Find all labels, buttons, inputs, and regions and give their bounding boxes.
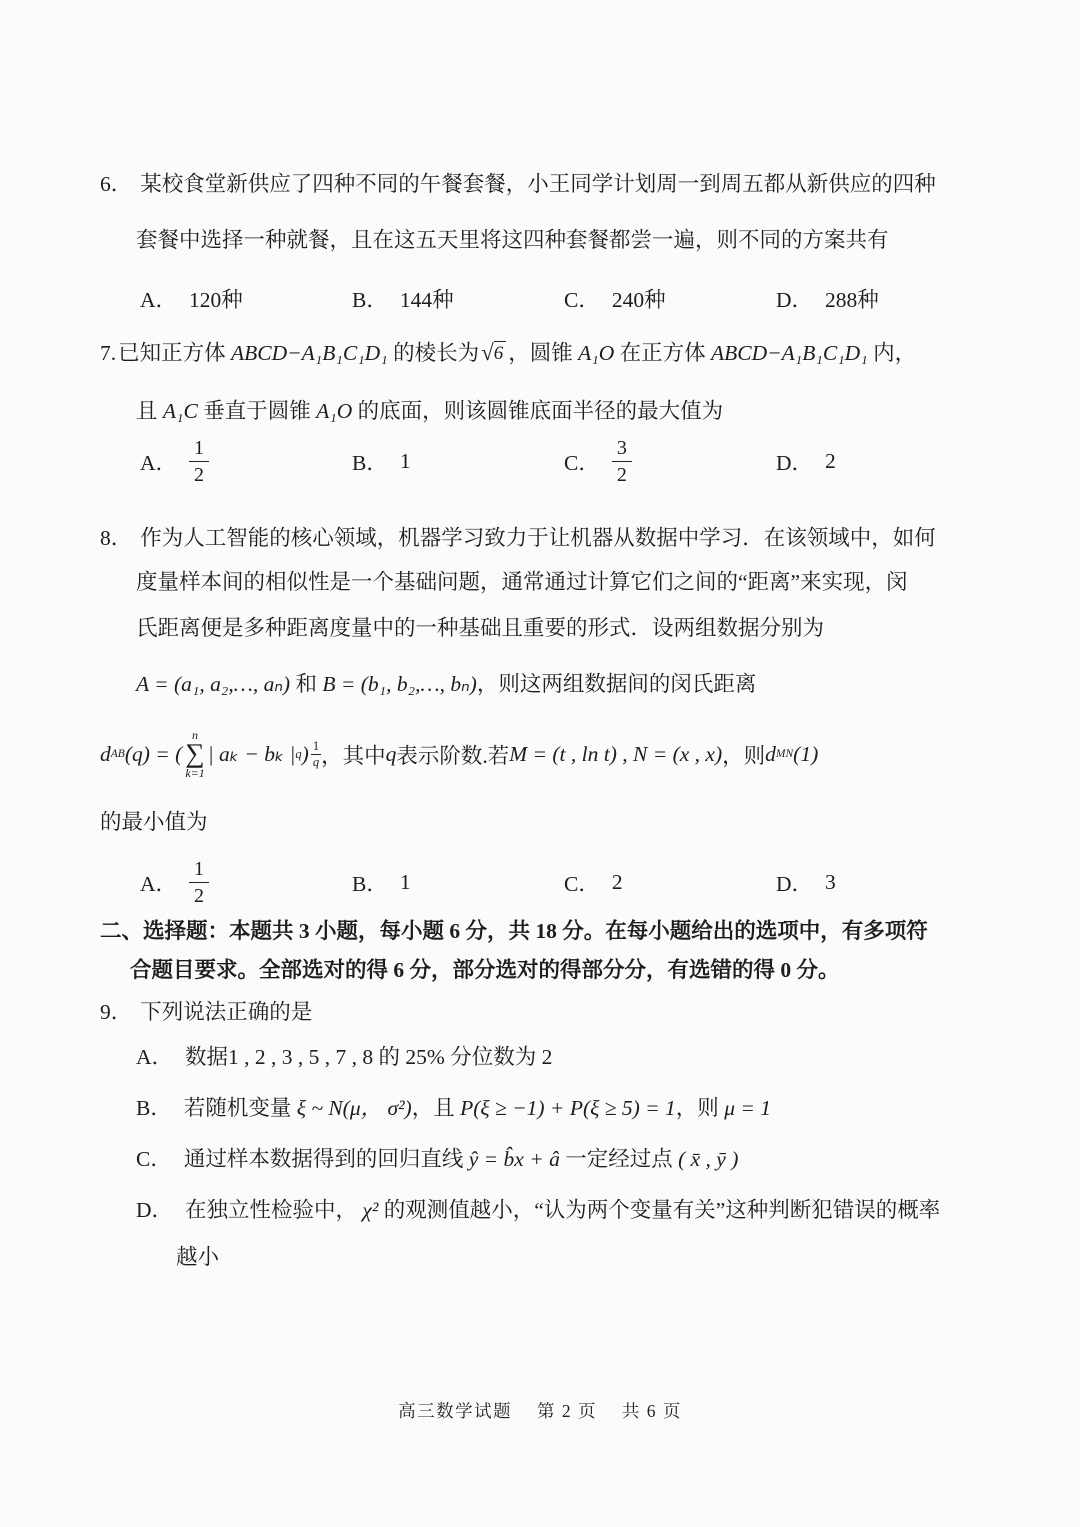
question-6-options bbox=[100, 283, 990, 314]
option-c-label: C． bbox=[564, 872, 600, 897]
mean-point: ( x̄ , ȳ ) bbox=[678, 1147, 739, 1172]
segment-a1c: A₁C bbox=[162, 399, 198, 424]
section-2-header bbox=[100, 919, 990, 982]
mu-value: μ = 1 bbox=[724, 1095, 771, 1120]
question-7-text1: 已知正方体 bbox=[118, 341, 232, 366]
question-8 bbox=[100, 526, 990, 911]
question-7 bbox=[100, 341, 990, 489]
radical-sign: √ bbox=[481, 340, 494, 366]
cone-label: A₁O bbox=[578, 341, 615, 366]
d-subscript-mn: MN bbox=[775, 748, 794, 761]
question-8-line1 bbox=[100, 526, 990, 551]
question-8-option-c bbox=[564, 867, 776, 898]
section-2-line1 bbox=[100, 919, 990, 944]
cube-label-2: ABCD−A₁B₁C₁D₁ bbox=[711, 341, 868, 366]
formula-body: | aₖ − bₖ | bbox=[207, 741, 296, 766]
fraction-denominator: 2 bbox=[616, 464, 627, 487]
question-8-line2 bbox=[100, 570, 990, 595]
option-b-label: B． bbox=[352, 288, 388, 313]
fraction-denominator: 2 bbox=[194, 464, 205, 487]
section-2-text2: 合题目要求。全部选对的得 6 分，部分选对的得部分分，有选错的得 0 分。 bbox=[130, 957, 840, 982]
summation bbox=[185, 729, 204, 779]
fraction-numerator: 1 bbox=[189, 858, 209, 883]
regression-line-equation: ŷ = b̂x + â bbox=[468, 1147, 560, 1172]
question-8-number: 8． bbox=[100, 525, 133, 550]
fraction-denominator: 2 bbox=[194, 885, 205, 908]
question-7-option-d bbox=[776, 446, 988, 477]
formula-close: ) bbox=[301, 741, 309, 766]
option-c-value: 240种 bbox=[611, 288, 666, 313]
question-8-data-line bbox=[100, 667, 990, 698]
question-7-text5: 内， bbox=[867, 341, 917, 366]
option-b-text2: ，且 bbox=[411, 1095, 461, 1120]
question-8-min-line bbox=[100, 810, 990, 835]
chi-squared: χ² bbox=[362, 1198, 379, 1223]
question-7-options bbox=[100, 434, 990, 490]
option-b-label: B． bbox=[136, 1095, 172, 1120]
question-6-option-a bbox=[140, 283, 352, 314]
normal-distribution: ξ ~ N(μ， σ²) bbox=[296, 1095, 412, 1120]
question-9-number: 9． bbox=[100, 1000, 133, 1025]
exponent-numerator: 1 bbox=[312, 739, 320, 754]
question-6-option-d bbox=[776, 283, 988, 314]
exponent-fraction-1-q bbox=[311, 739, 321, 769]
option-c-text1: 通过样本数据得到的回归直线 bbox=[183, 1147, 469, 1172]
option-c-value: 2 bbox=[611, 870, 623, 895]
question-9-option-b bbox=[100, 1096, 990, 1121]
option-a-label: A． bbox=[140, 872, 178, 897]
question-7-text6: 且 bbox=[136, 399, 163, 424]
option-a-label: A． bbox=[140, 288, 178, 313]
fraction-1-2 bbox=[189, 437, 209, 487]
question-9-option-d-line2 bbox=[100, 1245, 990, 1270]
question-6-text1: 某校食堂新供应了四种不同的午餐套餐，小王同学计划周一到周五都从新供应的四种 bbox=[140, 172, 936, 196]
points-mn: M = (t , ln t) , N = (x , x) bbox=[509, 741, 723, 766]
question-8-text1: 作为人工智能的核心领域，机器学习致力于让机器从数据中学习．在该领域中，如何 bbox=[140, 525, 936, 550]
tuple-b: B = (b₁, b₂,…, bₙ) bbox=[322, 672, 477, 697]
option-d-text3: 越小 bbox=[176, 1244, 220, 1269]
question-8-option-d bbox=[776, 867, 988, 898]
option-a-text2: 的 25% 分位数为 bbox=[373, 1044, 542, 1069]
option-d-label: D． bbox=[136, 1198, 174, 1223]
formula-arg-1: (1) bbox=[793, 741, 819, 766]
option-d-value: 288种 bbox=[825, 288, 879, 313]
question-9-stem bbox=[100, 1000, 990, 1025]
question-6-number: 6． bbox=[100, 172, 133, 196]
question-7-text8: 的底面，则该圆锥底面半径的最大值为 bbox=[352, 399, 724, 424]
option-a-data: 1 , 2 , 3 , 5 , 7 , 8 bbox=[228, 1044, 374, 1069]
question-7-text3: ，圆锥 bbox=[508, 341, 579, 366]
minkowski-formula bbox=[100, 724, 990, 784]
question-8-line3 bbox=[100, 616, 990, 641]
formula-open: (q) = ( bbox=[124, 741, 183, 766]
section-2-text1: 二、选择题：本题共 3 小题，每小题 6 分，共 18 分。在每小题给出的选项中，有多项符 bbox=[100, 918, 928, 943]
question-7-text4: 在正方体 bbox=[614, 341, 712, 366]
option-a-label: A． bbox=[140, 451, 178, 476]
question-7-text2: 的棱长为 bbox=[387, 341, 480, 366]
footer-text: 高三数学试题 第 2 页 共 6 页 bbox=[398, 1401, 682, 1421]
page-footer bbox=[0, 1398, 1080, 1423]
question-6-option-c bbox=[564, 283, 776, 314]
question-7-text7: 垂直于圆锥 bbox=[197, 399, 317, 424]
cone-label-2: A₁O bbox=[316, 399, 353, 424]
option-b-text1: 若随机变量 bbox=[183, 1095, 297, 1120]
option-d-value: 3 bbox=[825, 870, 836, 895]
question-6-text2: 套餐中选择一种就餐，且在这五天里将这四种套餐都尝一遍，则不同的方案共有 bbox=[136, 227, 889, 252]
sigma-symbol: ∑ bbox=[185, 738, 205, 769]
option-d-label: D． bbox=[776, 451, 814, 476]
section-2-line2 bbox=[100, 958, 990, 983]
question-8-text7: ，则 bbox=[722, 743, 766, 768]
sqrt-6 bbox=[481, 341, 506, 366]
summation-lower: k=1 bbox=[185, 765, 205, 780]
question-9-option-c bbox=[100, 1147, 990, 1172]
question-6-line2 bbox=[100, 228, 990, 253]
option-a-label: A． bbox=[136, 1044, 174, 1069]
option-c-label: C． bbox=[564, 288, 600, 313]
option-b-value: 144种 bbox=[399, 288, 454, 313]
option-c-label: C． bbox=[136, 1147, 172, 1172]
fraction-numerator: 3 bbox=[612, 437, 632, 462]
option-d-label: D． bbox=[776, 872, 814, 897]
fraction-numerator: 1 bbox=[189, 437, 209, 462]
question-8-text4: ，则这两组数据间的闵氏距离 bbox=[476, 672, 757, 697]
option-a-value: 120种 bbox=[189, 288, 243, 313]
question-6-line1 bbox=[100, 172, 990, 197]
question-8-text6: 表示阶数.若 bbox=[396, 743, 510, 768]
question-7-line1 bbox=[100, 341, 990, 366]
question-9-option-d bbox=[100, 1198, 990, 1223]
tuple-a: A = (a₁, a₂,…, aₙ) bbox=[136, 672, 291, 697]
option-a-text1: 数据 bbox=[185, 1044, 229, 1069]
option-b-text3: ，则 bbox=[675, 1095, 725, 1120]
option-c-label: C． bbox=[564, 451, 600, 476]
question-9-stem-text: 下列说法正确的是 bbox=[140, 1000, 313, 1025]
question-9-option-a bbox=[100, 1045, 990, 1070]
question-7-line2 bbox=[100, 399, 990, 424]
question-6-option-b bbox=[352, 283, 564, 314]
option-b-value: 1 bbox=[399, 449, 411, 474]
option-a-value: 2 bbox=[541, 1044, 553, 1069]
question-6 bbox=[100, 172, 990, 314]
option-c-text2: 一定经过点 bbox=[559, 1147, 679, 1172]
q-symbol: q bbox=[385, 741, 397, 766]
d-symbol-2: d bbox=[765, 741, 776, 766]
option-d-label: D． bbox=[776, 288, 814, 313]
cube-label-1: ABCD−A₁B₁C₁D₁ bbox=[231, 341, 388, 366]
summation-upper: n bbox=[192, 728, 199, 743]
question-8-text2: 度量样本间的相似性是一个基础问题，通常通过计算它们之间的“距离”来实现，闵 bbox=[136, 569, 908, 594]
question-7-option-a bbox=[140, 437, 352, 487]
question-8-option-a bbox=[140, 858, 352, 908]
exponent-denominator: q bbox=[312, 754, 320, 769]
option-b-value: 1 bbox=[399, 870, 411, 895]
question-8-text5: ，其中 bbox=[321, 743, 386, 768]
option-d-text1: 在独立性检验中， bbox=[185, 1198, 363, 1223]
fraction-1-2 bbox=[189, 858, 209, 908]
question-7-option-c bbox=[564, 437, 776, 487]
question-8-option-b bbox=[352, 867, 564, 898]
question-9 bbox=[100, 1000, 990, 1269]
option-b-label: B． bbox=[352, 872, 388, 897]
option-b-label: B． bbox=[352, 451, 388, 476]
question-8-text8: 的最小值为 bbox=[100, 810, 208, 835]
question-8-options bbox=[100, 855, 990, 911]
probability-equation: P(ξ ≥ −1) + P(ξ ≥ 5) = 1 bbox=[460, 1095, 676, 1120]
radicand: 6 bbox=[494, 341, 507, 366]
option-d-value: 2 bbox=[825, 449, 836, 474]
question-7-option-b bbox=[352, 446, 564, 477]
fraction-3-2 bbox=[612, 437, 632, 487]
option-d-text2: 的观测值越小，“认为两个变量有关”这种判断犯错误的概率 bbox=[378, 1198, 941, 1223]
and-text: 和 bbox=[290, 672, 323, 697]
question-7-number: 7. bbox=[100, 341, 117, 366]
question-8-text3: 氏距离便是多种距离度量中的一种基础且重要的形式．设两组数据分别为 bbox=[136, 616, 825, 641]
power-q: q bbox=[295, 746, 302, 761]
exam-content bbox=[100, 172, 990, 1301]
d-symbol: d bbox=[100, 741, 111, 766]
d-subscript-ab: AB bbox=[110, 748, 125, 761]
